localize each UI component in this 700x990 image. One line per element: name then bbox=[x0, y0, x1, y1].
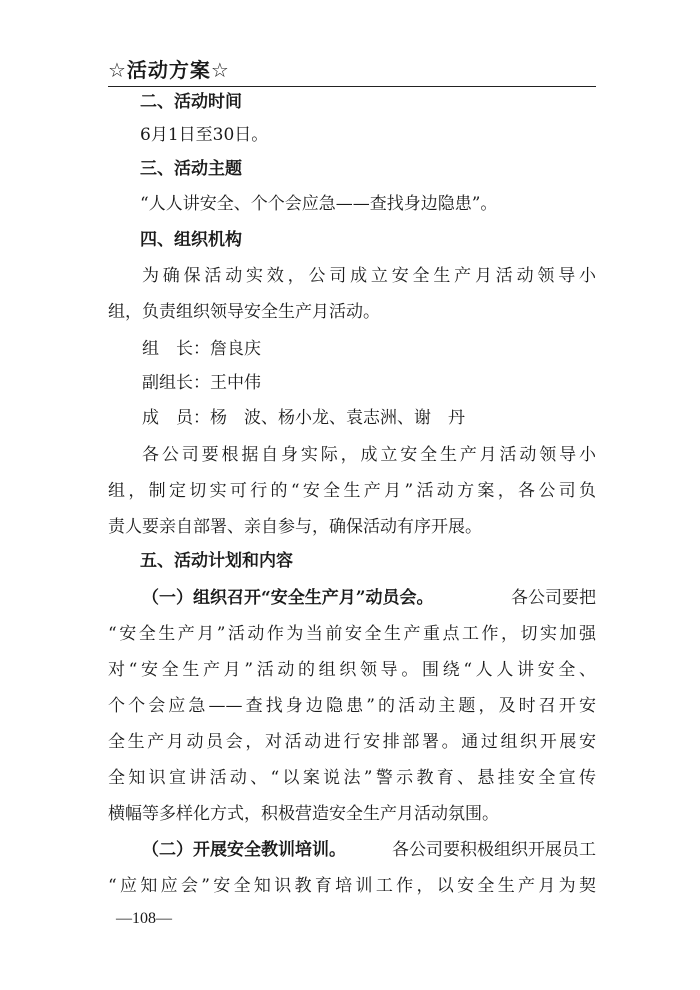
plan-item2-line1-rest: 各公司要积极组织开展员工 bbox=[392, 840, 596, 860]
org-deputy: 副组长：王中伟 bbox=[142, 373, 261, 393]
activity-theme-text: “人人讲安全、个个会应急——查找身边隐患”。 bbox=[140, 194, 498, 214]
plan-item1-line1 bbox=[142, 588, 596, 608]
page-header-title: ☆活动方案☆ bbox=[108, 58, 230, 82]
heading-activity-theme: 三、活动主题 bbox=[140, 159, 242, 179]
heading-organization: 四、组织机构 bbox=[140, 230, 242, 250]
plan-item1-line4: 个个会应急——查找身边隐患”的活动主题，及时召开安 bbox=[108, 696, 596, 716]
org-para2-line2: 组，制定切实可行的“安全生产月”活动方案，各公司负 bbox=[108, 481, 596, 501]
page-number: —108— bbox=[116, 910, 172, 927]
plan-item1-line6: 全知识宣讲活动、“以案说法”警示教育、悬挂安全宣传 bbox=[108, 768, 596, 788]
plan-item2-line2: “应知应会”安全知识教育培训工作，以安全生产月为契 bbox=[108, 876, 596, 896]
plan-item1-line1-rest: 各公司要把 bbox=[511, 588, 596, 608]
org-members: 成 员：杨 波、杨小龙、袁志洲、谢 丹 bbox=[142, 408, 465, 428]
plan-item1-title: （一）组织召开“安全生产月”动员会。 bbox=[142, 588, 434, 608]
plan-item1-line5: 全生产月动员会，对活动进行安排部署。通过组织开展安 bbox=[108, 732, 596, 752]
activity-time-text: 6月1日至30日。 bbox=[140, 125, 269, 145]
org-para2-line3: 责人要亲自部署、亲自参与，确保活动有序开展。 bbox=[108, 517, 482, 537]
org-para2-line1: 各公司要根据自身实际，成立安全生产月活动领导小 bbox=[142, 445, 596, 465]
plan-item1-line2: “安全生产月”活动作为当前安全生产重点工作，切实加强 bbox=[108, 624, 596, 644]
org-leader: 组 长：詹良庆 bbox=[142, 339, 261, 359]
plan-item1-line3: 对“安全生产月”活动的组织领导。围绕“人人讲安全、 bbox=[108, 660, 596, 680]
plan-item1-line7: 横幅等多样化方式，积极营造安全生产月活动氛围。 bbox=[108, 804, 499, 824]
heading-activity-plan: 五、活动计划和内容 bbox=[140, 551, 293, 571]
plan-item2-line1 bbox=[142, 840, 596, 860]
plan-item2-title: （二）开展安全教训培训。 bbox=[142, 840, 346, 860]
heading-activity-time: 二、活动时间 bbox=[140, 92, 242, 112]
page-header bbox=[108, 52, 596, 87]
org-para1-line2: 组，负责组织领导安全生产月活动。 bbox=[108, 302, 380, 322]
org-para1-line1: 为确保活动实效，公司成立安全生产月活动领导小 bbox=[142, 266, 596, 286]
